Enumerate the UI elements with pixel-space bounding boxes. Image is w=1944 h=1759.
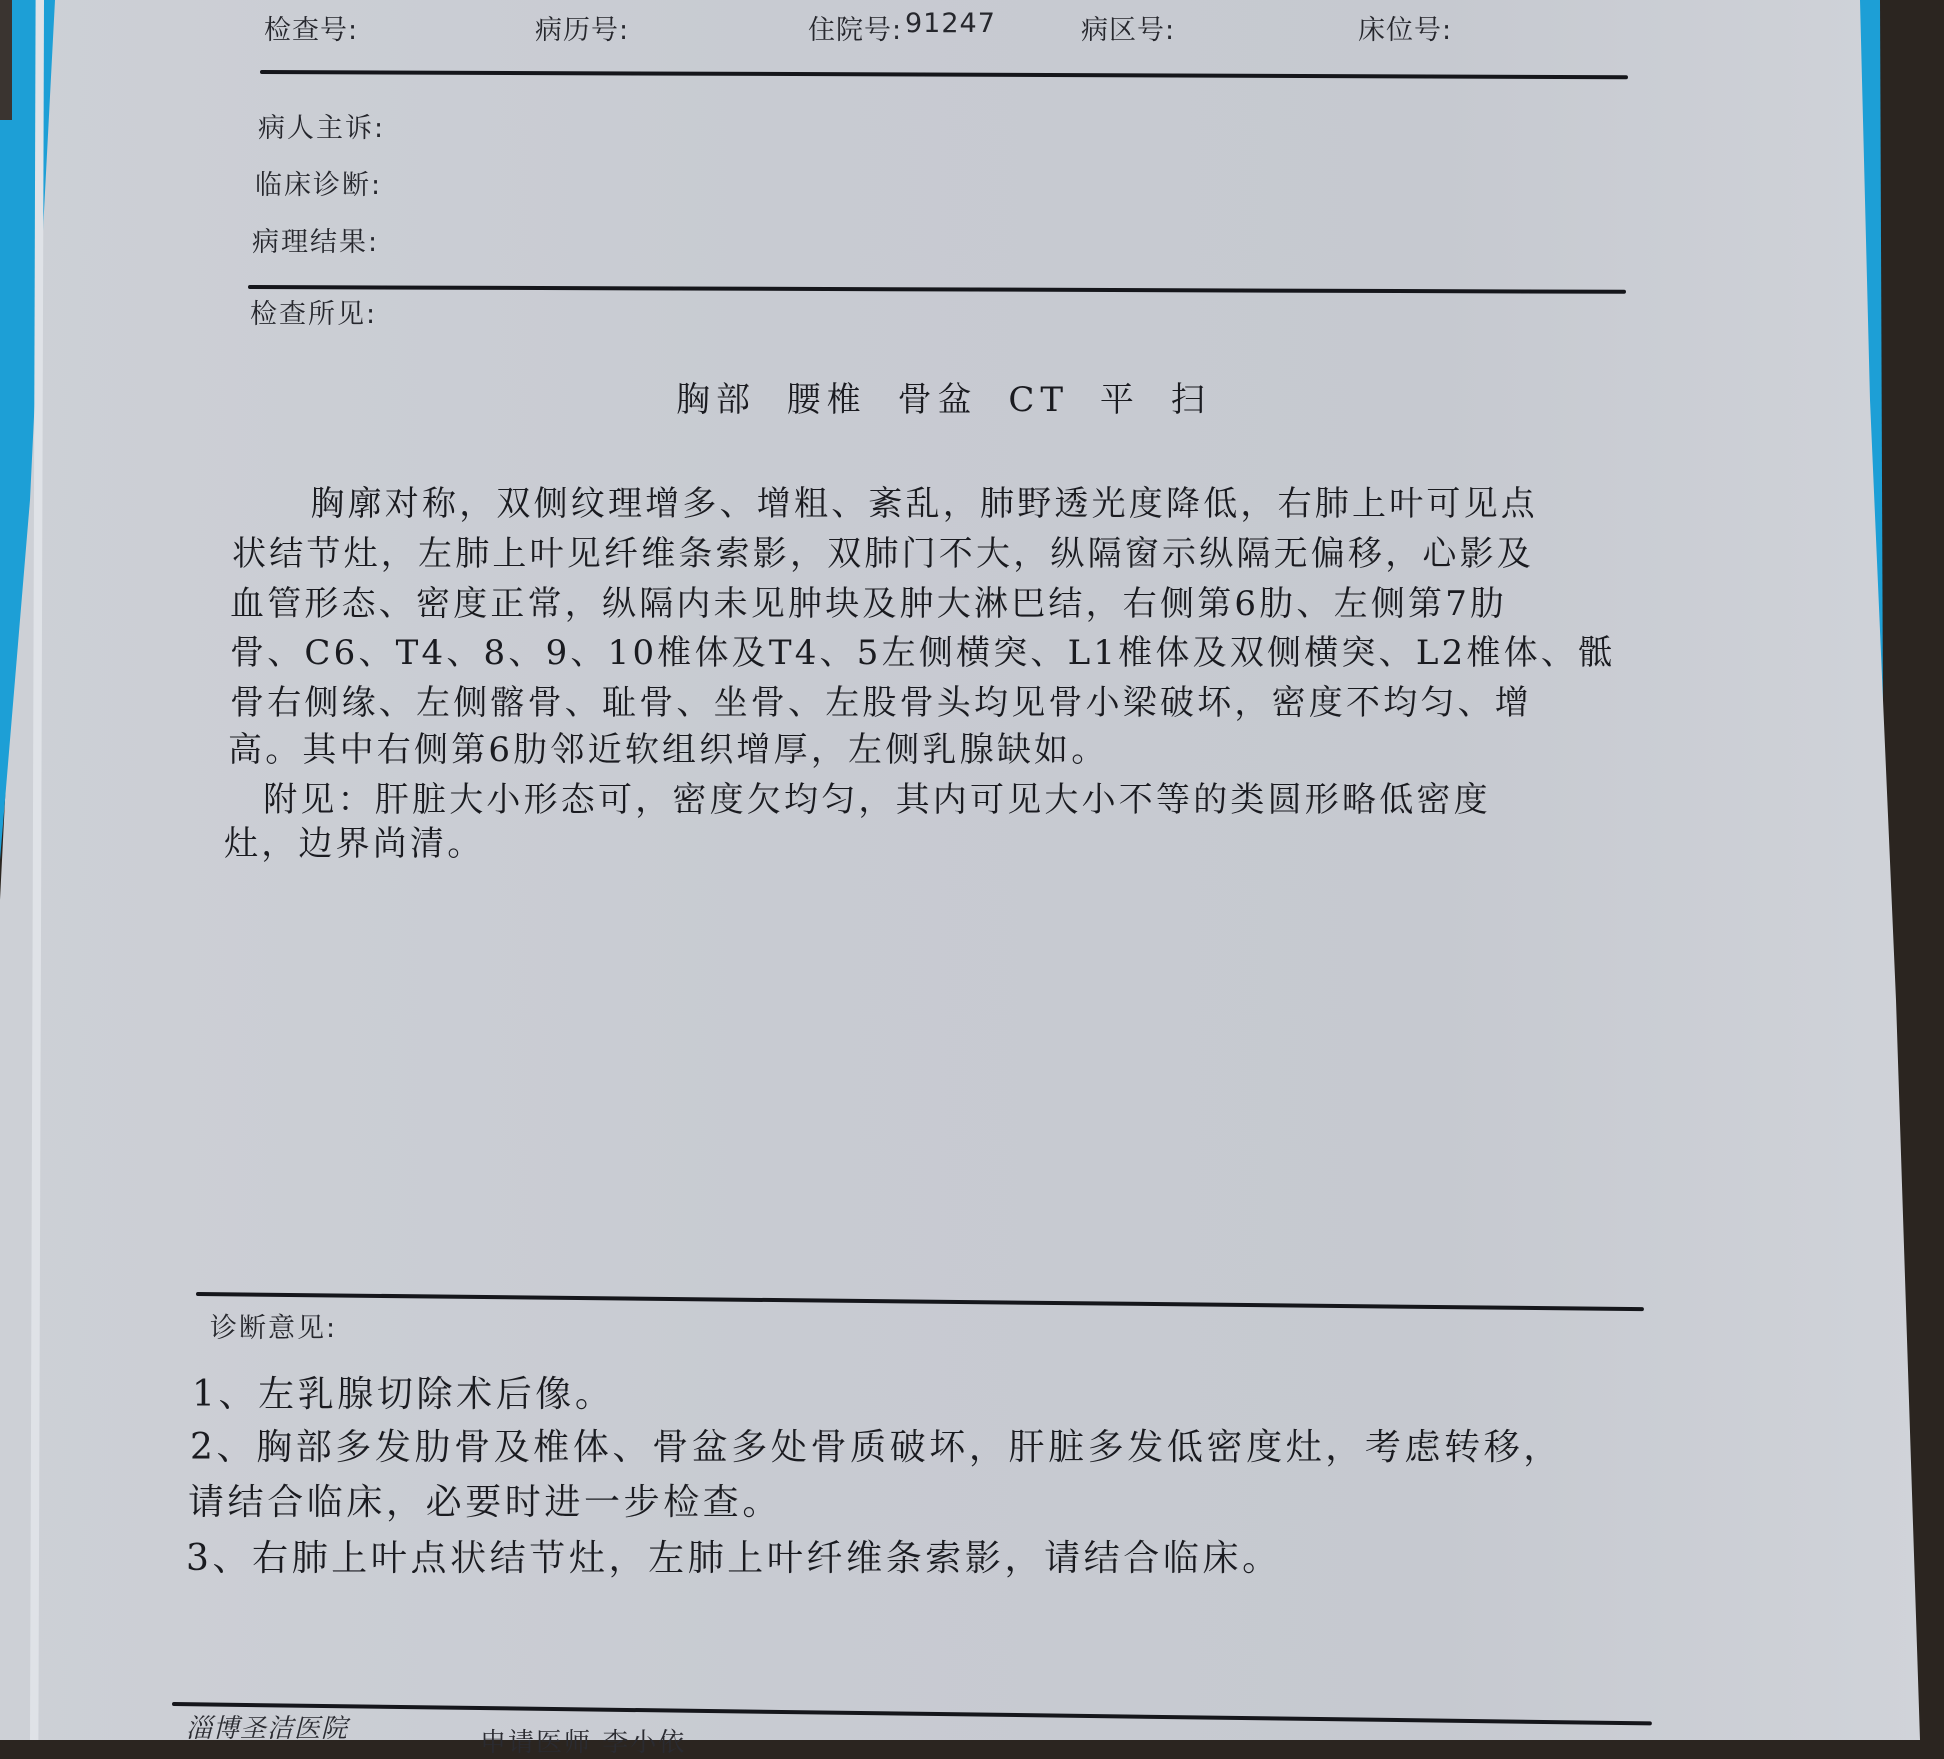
background-corner	[0, 0, 12, 120]
diagnosis-item: 请结合临床，必要时进一步检查。	[188, 1482, 783, 1523]
findings-line: 灶，边界尚清。	[224, 824, 485, 864]
record-no-label: 病历号:	[535, 15, 630, 46]
signature-line: 申请医师 李小依	[480, 1728, 687, 1758]
clinical-diagnosis-label: 临床诊断:	[255, 170, 383, 201]
findings-line: 高。其中右侧第6肋邻近软组织增厚，左侧乳腺缺如。	[228, 730, 1109, 770]
bed-no-label: 床位号:	[1358, 15, 1453, 46]
pathology-result-label: 病理结果:	[252, 227, 380, 258]
diagnosis-label: 诊断意见:	[210, 1313, 338, 1344]
findings-line: 附见：肝脏大小形态可，密度欠均匀，其内可见大小不等的类圆形略低密度	[226, 780, 1491, 820]
findings-line: 状结节灶，左肺上叶见纤维条索影，双肺门不大，纵隔窗示纵隔无偏移，心影及	[232, 534, 1534, 574]
exam-no-label: 检查号:	[264, 15, 359, 46]
findings-line: 胸廓对称，双侧纹理增多、增粗、紊乱，肺野透光度降低，右肺上叶可见点	[236, 484, 1538, 524]
hospital-name: 淄博圣洁医院	[186, 1714, 349, 1744]
findings-line: 血管形态、密度正常，纵隔内未见肿块及肿大淋巴结，右侧第6肋、左侧第7肋	[230, 584, 1508, 624]
admission-no-label: 住院号:	[808, 15, 903, 46]
diagnosis-item: 1、左乳腺切除术后像。	[192, 1374, 615, 1415]
diagnosis-item: 3、右肺上叶点状结节灶，左肺上叶纤维条索影，请结合临床。	[186, 1538, 1282, 1579]
exam-title: 胸部 腰椎 骨盆 CT 平 扫	[676, 380, 1211, 420]
findings-label: 检查所见:	[250, 299, 378, 330]
diagnosis-item: 2、胸部多发肋骨及椎体、骨盆多处骨质破坏，肝脏多发低密度灶，考虑转移，	[190, 1427, 1563, 1468]
ward-no-label: 病区号:	[1081, 15, 1176, 46]
chief-complaint-label: 病人主诉:	[258, 113, 386, 144]
findings-line: 骨右侧缘、左侧髂骨、耻骨、坐骨、左股骨头均见骨小梁破坏，密度不均匀、增	[230, 683, 1532, 723]
admission-no-value: 91247	[905, 8, 996, 39]
findings-line: 骨、C6、T4、8、9、10椎体及T4、5左侧横突、L1椎体及双侧横突、L2椎体、骶	[230, 633, 1616, 673]
